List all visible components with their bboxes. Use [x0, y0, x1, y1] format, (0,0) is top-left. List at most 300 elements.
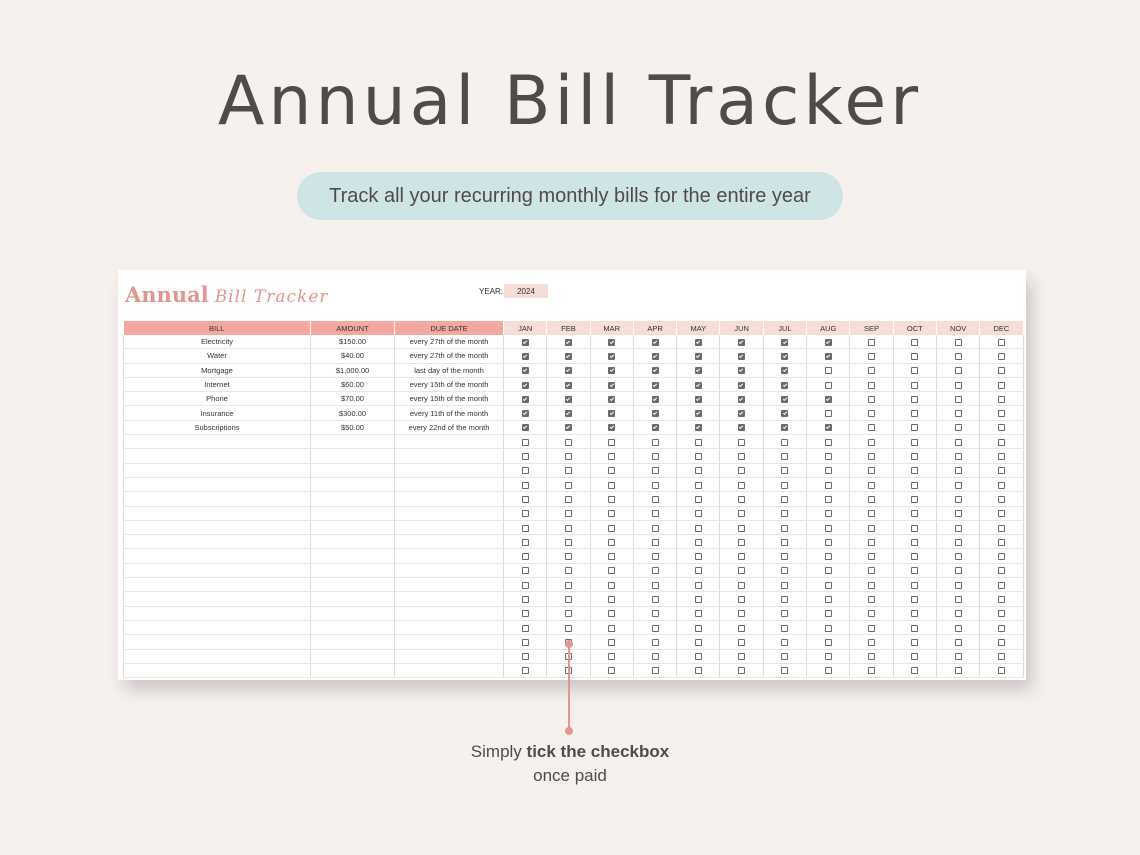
- paid-checkbox[interactable]: [911, 382, 918, 389]
- paid-checkbox[interactable]: [565, 582, 572, 589]
- bill-name-cell[interactable]: [124, 578, 311, 592]
- paid-checkbox[interactable]: [565, 482, 572, 489]
- bill-name-cell[interactable]: Subscriptions: [124, 420, 311, 434]
- paid-checkbox[interactable]: [781, 410, 788, 417]
- paid-checkbox[interactable]: [868, 424, 875, 431]
- paid-checkbox[interactable]: [738, 639, 745, 646]
- paid-checkbox[interactable]: [522, 410, 529, 417]
- amount-cell[interactable]: [311, 506, 395, 520]
- paid-checkbox[interactable]: [911, 496, 918, 503]
- paid-checkbox[interactable]: [955, 424, 962, 431]
- paid-checkbox[interactable]: [608, 553, 615, 560]
- due-date-cell[interactable]: [395, 435, 504, 449]
- paid-checkbox[interactable]: [738, 625, 745, 632]
- paid-checkbox[interactable]: [652, 453, 659, 460]
- due-date-cell[interactable]: [395, 592, 504, 606]
- paid-checkbox[interactable]: [955, 553, 962, 560]
- paid-checkbox[interactable]: [565, 439, 572, 446]
- due-date-cell[interactable]: [395, 506, 504, 520]
- paid-checkbox[interactable]: [522, 424, 529, 431]
- bill-name-cell[interactable]: [124, 535, 311, 549]
- paid-checkbox[interactable]: [695, 625, 702, 632]
- due-date-cell[interactable]: [395, 449, 504, 463]
- paid-checkbox[interactable]: [565, 496, 572, 503]
- amount-cell[interactable]: $300.00: [311, 406, 395, 420]
- paid-checkbox[interactable]: [911, 667, 918, 674]
- paid-checkbox[interactable]: [781, 339, 788, 346]
- paid-checkbox[interactable]: [652, 367, 659, 374]
- paid-checkbox[interactable]: [608, 339, 615, 346]
- paid-checkbox[interactable]: [911, 639, 918, 646]
- due-date-cell[interactable]: [395, 578, 504, 592]
- paid-checkbox[interactable]: [998, 539, 1005, 546]
- paid-checkbox[interactable]: [522, 653, 529, 660]
- paid-checkbox[interactable]: [998, 353, 1005, 360]
- amount-cell[interactable]: $60.00: [311, 377, 395, 391]
- bill-name-cell[interactable]: Electricity: [124, 335, 311, 349]
- paid-checkbox[interactable]: [825, 439, 832, 446]
- bill-name-cell[interactable]: [124, 620, 311, 634]
- paid-checkbox[interactable]: [911, 439, 918, 446]
- paid-checkbox[interactable]: [825, 667, 832, 674]
- paid-checkbox[interactable]: [955, 439, 962, 446]
- paid-checkbox[interactable]: [955, 625, 962, 632]
- paid-checkbox[interactable]: [695, 482, 702, 489]
- paid-checkbox[interactable]: [825, 339, 832, 346]
- paid-checkbox[interactable]: [911, 596, 918, 603]
- paid-checkbox[interactable]: [695, 582, 702, 589]
- paid-checkbox[interactable]: [608, 596, 615, 603]
- amount-cell[interactable]: $150.00: [311, 335, 395, 349]
- paid-checkbox[interactable]: [868, 482, 875, 489]
- paid-checkbox[interactable]: [868, 439, 875, 446]
- paid-checkbox[interactable]: [781, 539, 788, 546]
- paid-checkbox[interactable]: [738, 596, 745, 603]
- paid-checkbox[interactable]: [781, 439, 788, 446]
- paid-checkbox[interactable]: [522, 539, 529, 546]
- paid-checkbox[interactable]: [522, 596, 529, 603]
- due-date-cell[interactable]: [395, 620, 504, 634]
- paid-checkbox[interactable]: [868, 396, 875, 403]
- due-date-cell[interactable]: [395, 663, 504, 677]
- paid-checkbox[interactable]: [565, 339, 572, 346]
- paid-checkbox[interactable]: [652, 339, 659, 346]
- paid-checkbox[interactable]: [522, 353, 529, 360]
- due-date-cell[interactable]: [395, 463, 504, 477]
- bill-name-cell[interactable]: Insurance: [124, 406, 311, 420]
- paid-checkbox[interactable]: [825, 353, 832, 360]
- paid-checkbox[interactable]: [825, 582, 832, 589]
- paid-checkbox[interactable]: [695, 453, 702, 460]
- paid-checkbox[interactable]: [955, 610, 962, 617]
- paid-checkbox[interactable]: [695, 553, 702, 560]
- paid-checkbox[interactable]: [868, 510, 875, 517]
- bill-name-cell[interactable]: [124, 435, 311, 449]
- amount-cell[interactable]: $70.00: [311, 392, 395, 406]
- bill-name-cell[interactable]: [124, 492, 311, 506]
- paid-checkbox[interactable]: [998, 410, 1005, 417]
- year-input[interactable]: 2024: [504, 284, 548, 298]
- paid-checkbox[interactable]: [565, 353, 572, 360]
- due-date-cell[interactable]: [395, 477, 504, 491]
- paid-checkbox[interactable]: [608, 667, 615, 674]
- paid-checkbox[interactable]: [781, 525, 788, 532]
- paid-checkbox[interactable]: [565, 424, 572, 431]
- paid-checkbox[interactable]: [998, 667, 1005, 674]
- due-date-cell[interactable]: every 27th of the month: [395, 335, 504, 349]
- paid-checkbox[interactable]: [695, 396, 702, 403]
- paid-checkbox[interactable]: [998, 396, 1005, 403]
- paid-checkbox[interactable]: [565, 525, 572, 532]
- paid-checkbox[interactable]: [825, 567, 832, 574]
- amount-cell[interactable]: $1,000.00: [311, 363, 395, 377]
- paid-checkbox[interactable]: [652, 625, 659, 632]
- paid-checkbox[interactable]: [998, 496, 1005, 503]
- paid-checkbox[interactable]: [738, 567, 745, 574]
- paid-checkbox[interactable]: [955, 453, 962, 460]
- amount-cell[interactable]: [311, 492, 395, 506]
- paid-checkbox[interactable]: [608, 496, 615, 503]
- paid-checkbox[interactable]: [911, 510, 918, 517]
- paid-checkbox[interactable]: [825, 510, 832, 517]
- paid-checkbox[interactable]: [868, 467, 875, 474]
- paid-checkbox[interactable]: [522, 439, 529, 446]
- due-date-cell[interactable]: [395, 606, 504, 620]
- paid-checkbox[interactable]: [998, 482, 1005, 489]
- paid-checkbox[interactable]: [868, 496, 875, 503]
- paid-checkbox[interactable]: [998, 382, 1005, 389]
- paid-checkbox[interactable]: [738, 539, 745, 546]
- amount-cell[interactable]: [311, 606, 395, 620]
- paid-checkbox[interactable]: [911, 567, 918, 574]
- paid-checkbox[interactable]: [998, 639, 1005, 646]
- paid-checkbox[interactable]: [998, 596, 1005, 603]
- amount-cell[interactable]: [311, 563, 395, 577]
- bill-name-cell[interactable]: [124, 635, 311, 649]
- paid-checkbox[interactable]: [998, 453, 1005, 460]
- paid-checkbox[interactable]: [868, 453, 875, 460]
- paid-checkbox[interactable]: [738, 667, 745, 674]
- paid-checkbox[interactable]: [738, 610, 745, 617]
- paid-checkbox[interactable]: [825, 367, 832, 374]
- paid-checkbox[interactable]: [652, 525, 659, 532]
- paid-checkbox[interactable]: [565, 596, 572, 603]
- paid-checkbox[interactable]: [911, 553, 918, 560]
- paid-checkbox[interactable]: [652, 539, 659, 546]
- paid-checkbox[interactable]: [695, 639, 702, 646]
- paid-checkbox[interactable]: [522, 525, 529, 532]
- paid-checkbox[interactable]: [652, 382, 659, 389]
- bill-name-cell[interactable]: [124, 663, 311, 677]
- bill-name-cell[interactable]: [124, 592, 311, 606]
- paid-checkbox[interactable]: [781, 496, 788, 503]
- paid-checkbox[interactable]: [565, 510, 572, 517]
- amount-cell[interactable]: [311, 435, 395, 449]
- paid-checkbox[interactable]: [522, 382, 529, 389]
- paid-checkbox[interactable]: [781, 653, 788, 660]
- amount-cell[interactable]: [311, 535, 395, 549]
- amount-cell[interactable]: [311, 578, 395, 592]
- paid-checkbox[interactable]: [911, 482, 918, 489]
- paid-checkbox[interactable]: [998, 367, 1005, 374]
- paid-checkbox[interactable]: [565, 539, 572, 546]
- paid-checkbox[interactable]: [608, 424, 615, 431]
- paid-checkbox[interactable]: [608, 467, 615, 474]
- bill-name-cell[interactable]: [124, 563, 311, 577]
- paid-checkbox[interactable]: [868, 610, 875, 617]
- due-date-cell[interactable]: [395, 535, 504, 549]
- amount-cell[interactable]: [311, 663, 395, 677]
- paid-checkbox[interactable]: [738, 382, 745, 389]
- paid-checkbox[interactable]: [565, 382, 572, 389]
- paid-checkbox[interactable]: [695, 667, 702, 674]
- paid-checkbox[interactable]: [911, 339, 918, 346]
- paid-checkbox[interactable]: [825, 610, 832, 617]
- paid-checkbox[interactable]: [781, 482, 788, 489]
- paid-checkbox[interactable]: [825, 496, 832, 503]
- paid-checkbox[interactable]: [738, 453, 745, 460]
- paid-checkbox[interactable]: [868, 382, 875, 389]
- paid-checkbox[interactable]: [738, 339, 745, 346]
- paid-checkbox[interactable]: [565, 453, 572, 460]
- paid-checkbox[interactable]: [781, 510, 788, 517]
- paid-checkbox[interactable]: [825, 625, 832, 632]
- paid-checkbox[interactable]: [955, 582, 962, 589]
- paid-checkbox[interactable]: [565, 410, 572, 417]
- paid-checkbox[interactable]: [955, 653, 962, 660]
- paid-checkbox[interactable]: [911, 396, 918, 403]
- due-date-cell[interactable]: last day of the month: [395, 363, 504, 377]
- paid-checkbox[interactable]: [522, 582, 529, 589]
- paid-checkbox[interactable]: [911, 582, 918, 589]
- paid-checkbox[interactable]: [955, 410, 962, 417]
- paid-checkbox[interactable]: [825, 396, 832, 403]
- paid-checkbox[interactable]: [522, 396, 529, 403]
- paid-checkbox[interactable]: [652, 410, 659, 417]
- paid-checkbox[interactable]: [825, 410, 832, 417]
- paid-checkbox[interactable]: [911, 410, 918, 417]
- paid-checkbox[interactable]: [781, 553, 788, 560]
- paid-checkbox[interactable]: [695, 410, 702, 417]
- paid-checkbox[interactable]: [652, 424, 659, 431]
- amount-cell[interactable]: [311, 549, 395, 563]
- paid-checkbox[interactable]: [825, 424, 832, 431]
- paid-checkbox[interactable]: [911, 353, 918, 360]
- amount-cell[interactable]: [311, 449, 395, 463]
- paid-checkbox[interactable]: [522, 367, 529, 374]
- paid-checkbox[interactable]: [868, 625, 875, 632]
- paid-checkbox[interactable]: [738, 510, 745, 517]
- paid-checkbox[interactable]: [695, 382, 702, 389]
- paid-checkbox[interactable]: [522, 496, 529, 503]
- paid-checkbox[interactable]: [868, 367, 875, 374]
- paid-checkbox[interactable]: [955, 510, 962, 517]
- paid-checkbox[interactable]: [955, 667, 962, 674]
- paid-checkbox[interactable]: [738, 439, 745, 446]
- bill-name-cell[interactable]: [124, 477, 311, 491]
- paid-checkbox[interactable]: [652, 567, 659, 574]
- paid-checkbox[interactable]: [608, 367, 615, 374]
- due-date-cell[interactable]: every 15th of the month: [395, 377, 504, 391]
- paid-checkbox[interactable]: [652, 510, 659, 517]
- paid-checkbox[interactable]: [522, 553, 529, 560]
- paid-checkbox[interactable]: [738, 396, 745, 403]
- paid-checkbox[interactable]: [955, 367, 962, 374]
- due-date-cell[interactable]: [395, 549, 504, 563]
- paid-checkbox[interactable]: [695, 610, 702, 617]
- paid-checkbox[interactable]: [781, 467, 788, 474]
- paid-checkbox[interactable]: [652, 467, 659, 474]
- paid-checkbox[interactable]: [608, 396, 615, 403]
- paid-checkbox[interactable]: [695, 439, 702, 446]
- paid-checkbox[interactable]: [522, 567, 529, 574]
- bill-name-cell[interactable]: Mortgage: [124, 363, 311, 377]
- paid-checkbox[interactable]: [781, 382, 788, 389]
- paid-checkbox[interactable]: [781, 353, 788, 360]
- paid-checkbox[interactable]: [565, 467, 572, 474]
- paid-checkbox[interactable]: [955, 396, 962, 403]
- amount-cell[interactable]: [311, 649, 395, 663]
- paid-checkbox[interactable]: [522, 510, 529, 517]
- paid-checkbox[interactable]: [738, 367, 745, 374]
- paid-checkbox[interactable]: [911, 610, 918, 617]
- paid-checkbox[interactable]: [608, 482, 615, 489]
- paid-checkbox[interactable]: [998, 339, 1005, 346]
- paid-checkbox[interactable]: [998, 467, 1005, 474]
- paid-checkbox[interactable]: [911, 424, 918, 431]
- due-date-cell[interactable]: every 15th of the month: [395, 392, 504, 406]
- paid-checkbox[interactable]: [738, 525, 745, 532]
- paid-checkbox[interactable]: [955, 539, 962, 546]
- paid-checkbox[interactable]: [955, 639, 962, 646]
- paid-checkbox[interactable]: [695, 424, 702, 431]
- bill-name-cell[interactable]: Internet: [124, 377, 311, 391]
- paid-checkbox[interactable]: [738, 653, 745, 660]
- amount-cell[interactable]: $50.00: [311, 420, 395, 434]
- paid-checkbox[interactable]: [738, 410, 745, 417]
- paid-checkbox[interactable]: [652, 596, 659, 603]
- paid-checkbox[interactable]: [522, 625, 529, 632]
- paid-checkbox[interactable]: [608, 439, 615, 446]
- paid-checkbox[interactable]: [825, 525, 832, 532]
- paid-checkbox[interactable]: [652, 610, 659, 617]
- due-date-cell[interactable]: [395, 520, 504, 534]
- paid-checkbox[interactable]: [911, 653, 918, 660]
- paid-checkbox[interactable]: [825, 382, 832, 389]
- paid-checkbox[interactable]: [955, 353, 962, 360]
- amount-cell[interactable]: [311, 520, 395, 534]
- paid-checkbox[interactable]: [781, 582, 788, 589]
- paid-checkbox[interactable]: [998, 525, 1005, 532]
- amount-cell[interactable]: [311, 463, 395, 477]
- paid-checkbox[interactable]: [868, 410, 875, 417]
- paid-checkbox[interactable]: [955, 596, 962, 603]
- paid-checkbox[interactable]: [608, 525, 615, 532]
- amount-cell[interactable]: [311, 635, 395, 649]
- bill-name-cell[interactable]: [124, 649, 311, 663]
- due-date-cell[interactable]: [395, 635, 504, 649]
- paid-checkbox[interactable]: [911, 367, 918, 374]
- paid-checkbox[interactable]: [608, 510, 615, 517]
- paid-checkbox[interactable]: [522, 339, 529, 346]
- paid-checkbox[interactable]: [955, 525, 962, 532]
- paid-checkbox[interactable]: [955, 382, 962, 389]
- paid-checkbox[interactable]: [695, 525, 702, 532]
- paid-checkbox[interactable]: [565, 610, 572, 617]
- paid-checkbox[interactable]: [825, 639, 832, 646]
- paid-checkbox[interactable]: [652, 639, 659, 646]
- due-date-cell[interactable]: [395, 492, 504, 506]
- paid-checkbox[interactable]: [522, 610, 529, 617]
- paid-checkbox[interactable]: [868, 539, 875, 546]
- paid-checkbox[interactable]: [825, 653, 832, 660]
- paid-checkbox[interactable]: [522, 453, 529, 460]
- paid-checkbox[interactable]: [522, 482, 529, 489]
- paid-checkbox[interactable]: [695, 367, 702, 374]
- paid-checkbox[interactable]: [695, 653, 702, 660]
- bill-name-cell[interactable]: [124, 463, 311, 477]
- paid-checkbox[interactable]: [998, 582, 1005, 589]
- paid-checkbox[interactable]: [608, 382, 615, 389]
- paid-checkbox[interactable]: [608, 410, 615, 417]
- due-date-cell[interactable]: every 27th of the month: [395, 349, 504, 363]
- paid-checkbox[interactable]: [781, 453, 788, 460]
- paid-checkbox[interactable]: [998, 625, 1005, 632]
- paid-checkbox[interactable]: [695, 353, 702, 360]
- paid-checkbox[interactable]: [998, 610, 1005, 617]
- paid-checkbox[interactable]: [868, 553, 875, 560]
- paid-checkbox[interactable]: [998, 653, 1005, 660]
- paid-checkbox[interactable]: [825, 539, 832, 546]
- paid-checkbox[interactable]: [652, 553, 659, 560]
- paid-checkbox[interactable]: [998, 510, 1005, 517]
- paid-checkbox[interactable]: [522, 639, 529, 646]
- paid-checkbox[interactable]: [868, 525, 875, 532]
- paid-checkbox[interactable]: [911, 625, 918, 632]
- paid-checkbox[interactable]: [825, 596, 832, 603]
- paid-checkbox[interactable]: [522, 467, 529, 474]
- paid-checkbox[interactable]: [738, 553, 745, 560]
- paid-checkbox[interactable]: [781, 567, 788, 574]
- paid-checkbox[interactable]: [652, 496, 659, 503]
- paid-checkbox[interactable]: [608, 653, 615, 660]
- paid-checkbox[interactable]: [955, 467, 962, 474]
- paid-checkbox[interactable]: [781, 396, 788, 403]
- paid-checkbox[interactable]: [955, 496, 962, 503]
- paid-checkbox[interactable]: [868, 582, 875, 589]
- paid-checkbox[interactable]: [955, 482, 962, 489]
- paid-checkbox[interactable]: [911, 539, 918, 546]
- paid-checkbox[interactable]: [608, 625, 615, 632]
- paid-checkbox[interactable]: [608, 539, 615, 546]
- paid-checkbox[interactable]: [608, 582, 615, 589]
- paid-checkbox[interactable]: [911, 467, 918, 474]
- paid-checkbox[interactable]: [911, 453, 918, 460]
- paid-checkbox[interactable]: [868, 639, 875, 646]
- paid-checkbox[interactable]: [608, 610, 615, 617]
- bill-name-cell[interactable]: [124, 606, 311, 620]
- paid-checkbox[interactable]: [652, 653, 659, 660]
- paid-checkbox[interactable]: [565, 367, 572, 374]
- amount-cell[interactable]: $40.00: [311, 349, 395, 363]
- paid-checkbox[interactable]: [565, 396, 572, 403]
- paid-checkbox[interactable]: [868, 653, 875, 660]
- paid-checkbox[interactable]: [652, 353, 659, 360]
- paid-checkbox[interactable]: [652, 582, 659, 589]
- due-date-cell[interactable]: [395, 563, 504, 577]
- paid-checkbox[interactable]: [868, 353, 875, 360]
- paid-checkbox[interactable]: [998, 439, 1005, 446]
